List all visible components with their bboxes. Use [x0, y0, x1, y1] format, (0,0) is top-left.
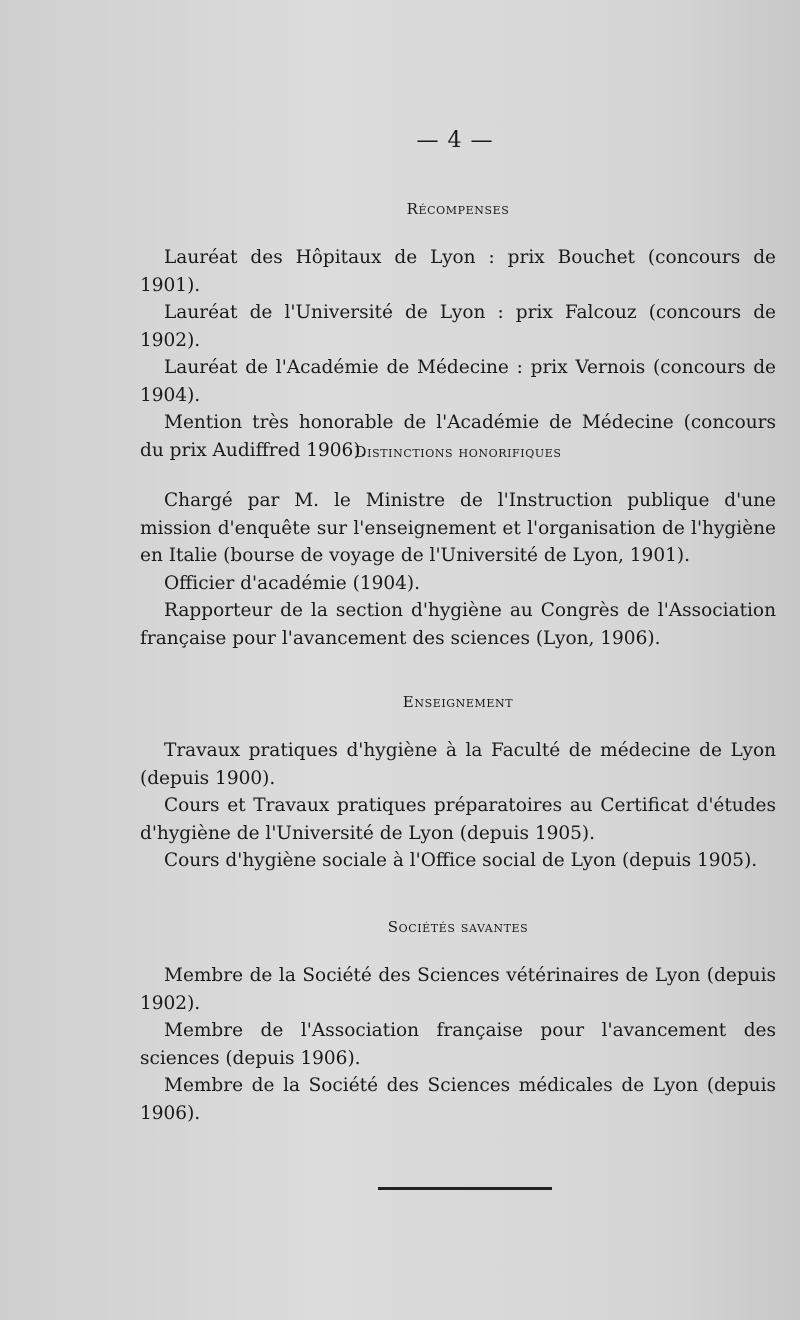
paragraph: Rapporteur de la section d'hygiène au Congrès de l'Association française pour l'avancement des sciences (Lyon, 1906). [140, 600, 776, 649]
paragraph: Mention très honorable de l'Académie de Médecine (concours du prix Audiffred 1906). [140, 412, 776, 461]
paragraph: Chargé par M. le Ministre de l'Instruction publique d'une mission d'enquête sur l'enseignement et l'organisation de l'hygiène en Italie (bourse de voyage de l'Université de Lyon, 1901). [140, 490, 776, 566]
section-title: Récompenses [406, 200, 510, 218]
page-number: — 4 — [416, 128, 494, 153]
paragraph: Lauréat de l'Université de Lyon : prix Falcouz (concours de 1902). [140, 302, 776, 351]
closing-rule [378, 1187, 552, 1190]
section-societes-savantes [140, 918, 776, 1127]
paragraph: Membre de la Société des Sciences médicales de Lyon (depuis 1906). [140, 1075, 776, 1124]
section-title: Enseignement [402, 693, 514, 711]
paragraph: Cours d'hygiène sociale à l'Office social de Lyon (depuis 1905). [164, 850, 758, 871]
section-title: Sociétés savantes [387, 918, 529, 936]
paragraph: Cours et Travaux pratiques préparatoires au Certificat d'études d'hygiène de l'Université de Lyon (depuis 1905). [140, 795, 776, 844]
section-enseignement [140, 693, 776, 875]
paragraph: Membre de la Société des Sciences vétérinaires de Lyon (depuis 1902). [140, 965, 776, 1014]
paragraph: Lauréat des Hôpitaux de Lyon : prix Bouchet (concours de 1901). [140, 247, 776, 296]
paragraph: Membre de l'Association française pour l'avancement des sciences (depuis 1906). [140, 1020, 776, 1069]
paragraph: Officier d'académie (1904). [164, 572, 421, 594]
section-recompenses [140, 200, 776, 464]
paragraph: Lauréat de l'Académie de Médecine : prix Vernois (concours de 1904). [140, 357, 776, 406]
section-distinctions-honorifiques [140, 443, 776, 652]
section-title: Distinctions honorifiques [354, 443, 562, 461]
paragraph: Travaux pratiques d'hygiène à la Faculté de médecine de Lyon (depuis 1900). [140, 740, 776, 789]
